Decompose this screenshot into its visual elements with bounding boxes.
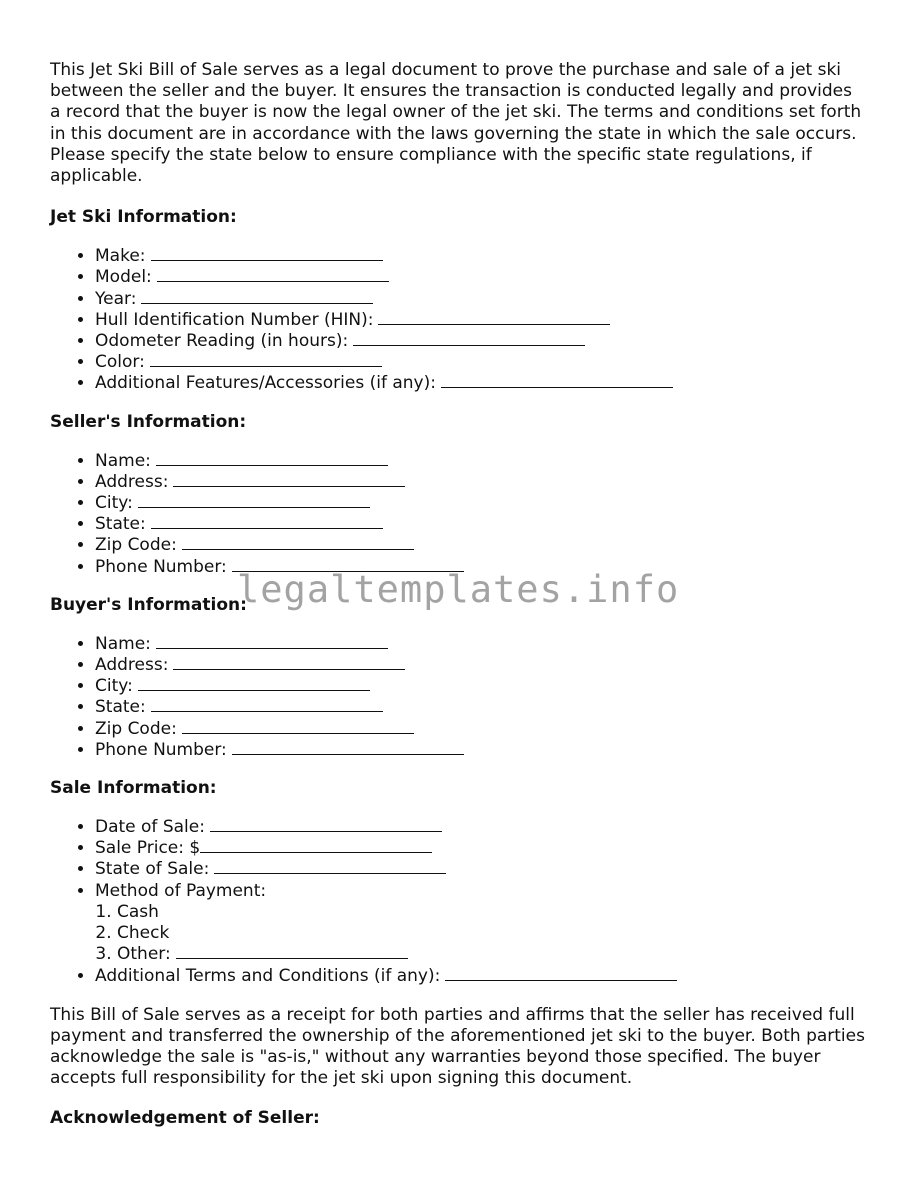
buyer-field-name: • Name: [95,634,865,655]
buyer-phone-blank[interactable] [232,740,464,755]
sale-field-date: • Date of Sale: [95,817,865,838]
seller-state-blank[interactable] [151,514,383,529]
field-year: • Year: [95,289,865,310]
make-blank[interactable] [151,246,383,261]
field-color: • Color: [95,352,865,373]
sale-field-state: • State of Sale: [95,859,865,880]
field-make: • Make: [95,246,865,267]
seller-name-blank[interactable] [156,451,388,466]
sale-date-blank[interactable] [210,817,442,832]
hin-blank[interactable] [378,310,610,325]
seller-info-heading: Seller's Information: [50,411,247,432]
intro-paragraph: This Jet Ski Bill of Sale serves as a legal document to prove the purchase and sale of a jet ski between the seller and the buyer. It ensures the transaction is conducted legally and provides a record that the buyer is now the legal owner of the jet ski. The terms and conditions set forth in this document are in accordance with the laws governing the state in which the sale occurs. Please specify the state below to ensure compliance with the specific state regulations, if applicable. [50,60,862,187]
buyer-field-state: • State: [95,697,865,718]
seller-field-phone: • Phone Number: [95,557,865,578]
seller-address-blank[interactable] [173,472,405,487]
payment-option-check: 2. Check [117,923,865,944]
buyer-field-address: • Address: [95,655,865,676]
buyer-address-blank[interactable] [173,655,405,670]
field-features: • Additional Features/Accessories (if any): [95,373,865,394]
sale-terms-blank[interactable] [445,966,677,981]
buyer-field-city: • City: [95,676,865,697]
payment-option-cash: 1. Cash [117,902,865,923]
sale-terms-list [50,966,865,987]
buyer-city-blank[interactable] [138,676,370,691]
buyer-zip-blank[interactable] [182,719,414,734]
sale-field-terms: • Additional Terms and Conditions (if any): [95,966,865,987]
sale-price-blank[interactable] [200,838,432,853]
field-model: • Model: [95,267,865,288]
payment-method-list [50,902,865,966]
buyer-field-phone: • Phone Number: [95,740,865,761]
year-blank[interactable] [141,289,373,304]
color-blank[interactable] [150,352,382,367]
sale-info-list [50,817,865,902]
features-blank[interactable] [441,373,673,388]
payment-other-blank[interactable] [176,944,408,959]
jet-ski-info-list [50,246,865,394]
jet-ski-info-heading: Jet Ski Information: [50,207,237,228]
buyer-name-blank[interactable] [156,634,388,649]
buyer-state-blank[interactable] [151,697,383,712]
sale-state-blank[interactable] [214,859,446,874]
buyer-info-heading: Buyer's Information: [50,594,247,615]
sale-info-heading: Sale Information: [50,778,217,799]
payment-option-other: 3. Other: [117,944,865,965]
seller-field-zip: • Zip Code: [95,535,865,556]
buyer-field-zip: • Zip Code: [95,719,865,740]
seller-acknowledgement-heading: Acknowledgement of Seller: [50,1107,320,1128]
buyer-info-list [50,634,865,761]
field-hin: • Hull Identification Number (HIN): [95,310,865,331]
field-odometer: • Odometer Reading (in hours): [95,331,865,352]
watermark-text: legaltemplates.info [237,568,680,611]
seller-zip-blank[interactable] [182,535,414,550]
seller-info-list [50,451,865,578]
closing-paragraph: This Bill of Sale serves as a receipt for both parties and affirms that the seller has received full payment and transferred the ownership of the aforementioned jet ski to the buyer. Both parties acknowledge the sale is "as-is," without any warranties beyond those specified. The buyer accepts full responsibility for the jet ski upon signing this document. [50,1004,865,1089]
sale-field-method: • Method of Payment: [95,881,865,902]
odometer-blank[interactable] [353,331,585,346]
seller-field-name: • Name: [95,451,865,472]
seller-field-address: • Address: [95,472,865,493]
seller-field-state: • State: [95,514,865,535]
model-blank[interactable] [157,267,389,282]
seller-field-city: • City: [95,493,865,514]
seller-city-blank[interactable] [138,493,370,508]
sale-field-price: • Sale Price: $ [95,838,865,859]
